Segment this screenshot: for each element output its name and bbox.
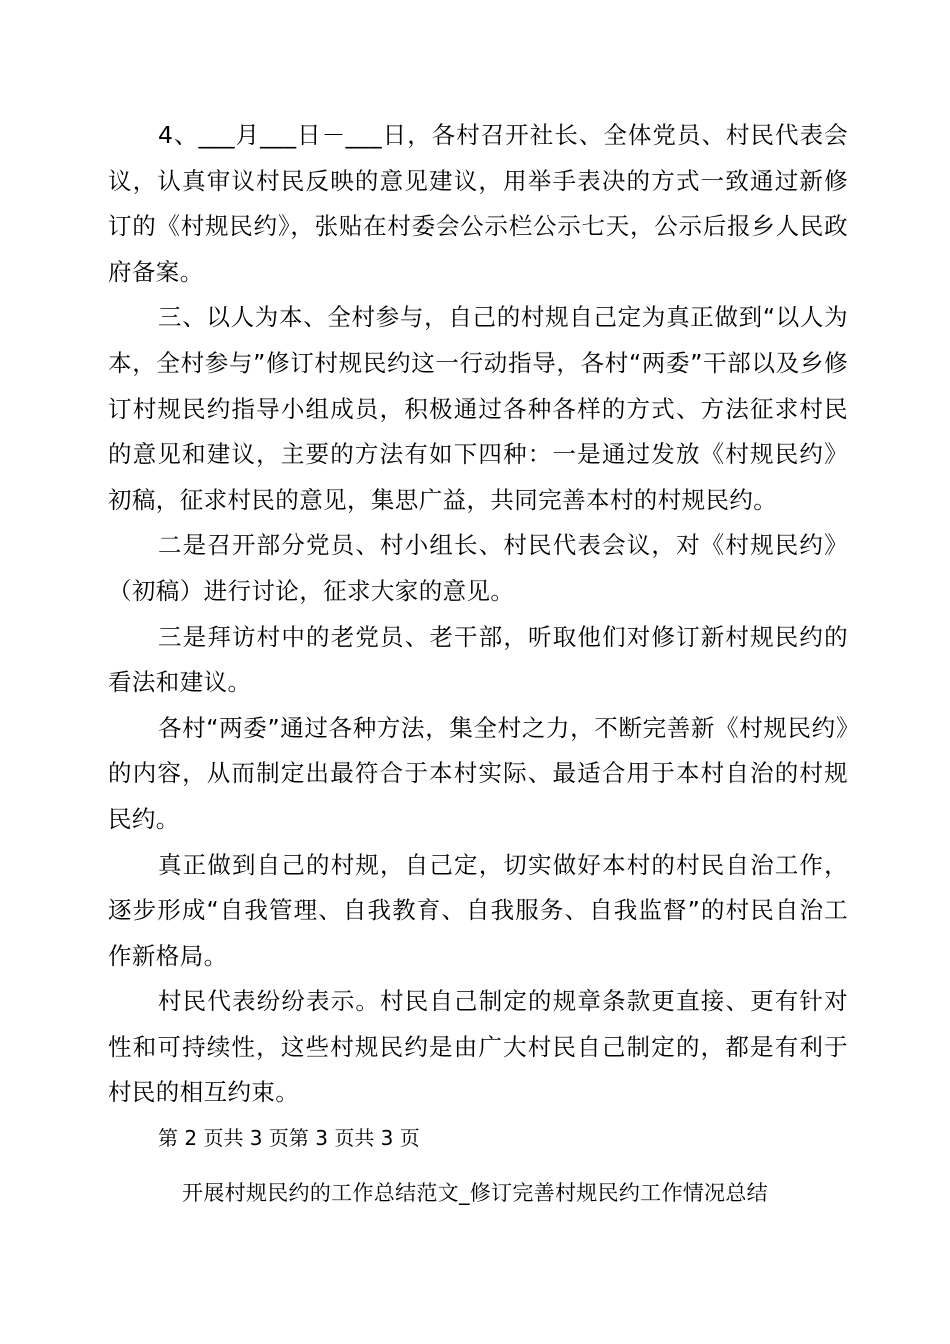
paragraph: 三是拜访村中的老党员、老干部，听取他们对修订新村规民约的看法和建议。 (108, 622, 848, 697)
paragraph: 二是召开部分党员、村小组长、村民代表会议，对《村规民约》（初稿）进行讨论，征求大家的意见。 (108, 531, 848, 605)
paragraph: 4、___月___日－___日，各村召开社长、全体党员、村民代表会议，认真审议村民反映的意见建议，用举手表决的方式一致通过新修订的《村规民约》，张贴在村委会公示栏公示七天，公示后报乡人民政府备案。 (108, 121, 848, 286)
document-body (108, 113, 848, 1162)
paragraph: 村民代表纷纷表示。村民自己制定的规章条款更直接、更有针对性和可持续性，这些村规民约是由广大村民自己制定的，都是有利于村民的相互约束。 (108, 987, 848, 1107)
paragraph: 真正做到自己的村规，自己定，切实做好本村的村民自治工作，逐步形成“自我管理、自我教育、自我服务、自我监督”的村民自治工作新格局。 (108, 850, 848, 970)
paragraph: 三、以人为本、全村参与，自己的村规自己定为真正做到“以人为本，全村参与”修订村规民约这一行动指导，各村“两委”干部以及乡修订村规民约指导小组成员，积极通过各种各样的方式、方法征求村民的意见和建议，主要的方法有如下四种：一是通过发放《村规民约》初稿，征求村民的意见，集思广益，共同完善本村的村规民约。 (108, 303, 848, 514)
page-number-text: 第 2 页共 3 页第 3 页共 3 页 (158, 1126, 420, 1151)
paragraph: 各村“两委”通过各种方法，集全村之力，不断完善新《村规民约》的内容，从而制定出最符合于本村实际、最适合用于本村自治的村规民约。 (108, 713, 848, 833)
document-title: 开展村规民约的工作总结范文_修订完善村规民约工作情况总结 (182, 1181, 768, 1205)
